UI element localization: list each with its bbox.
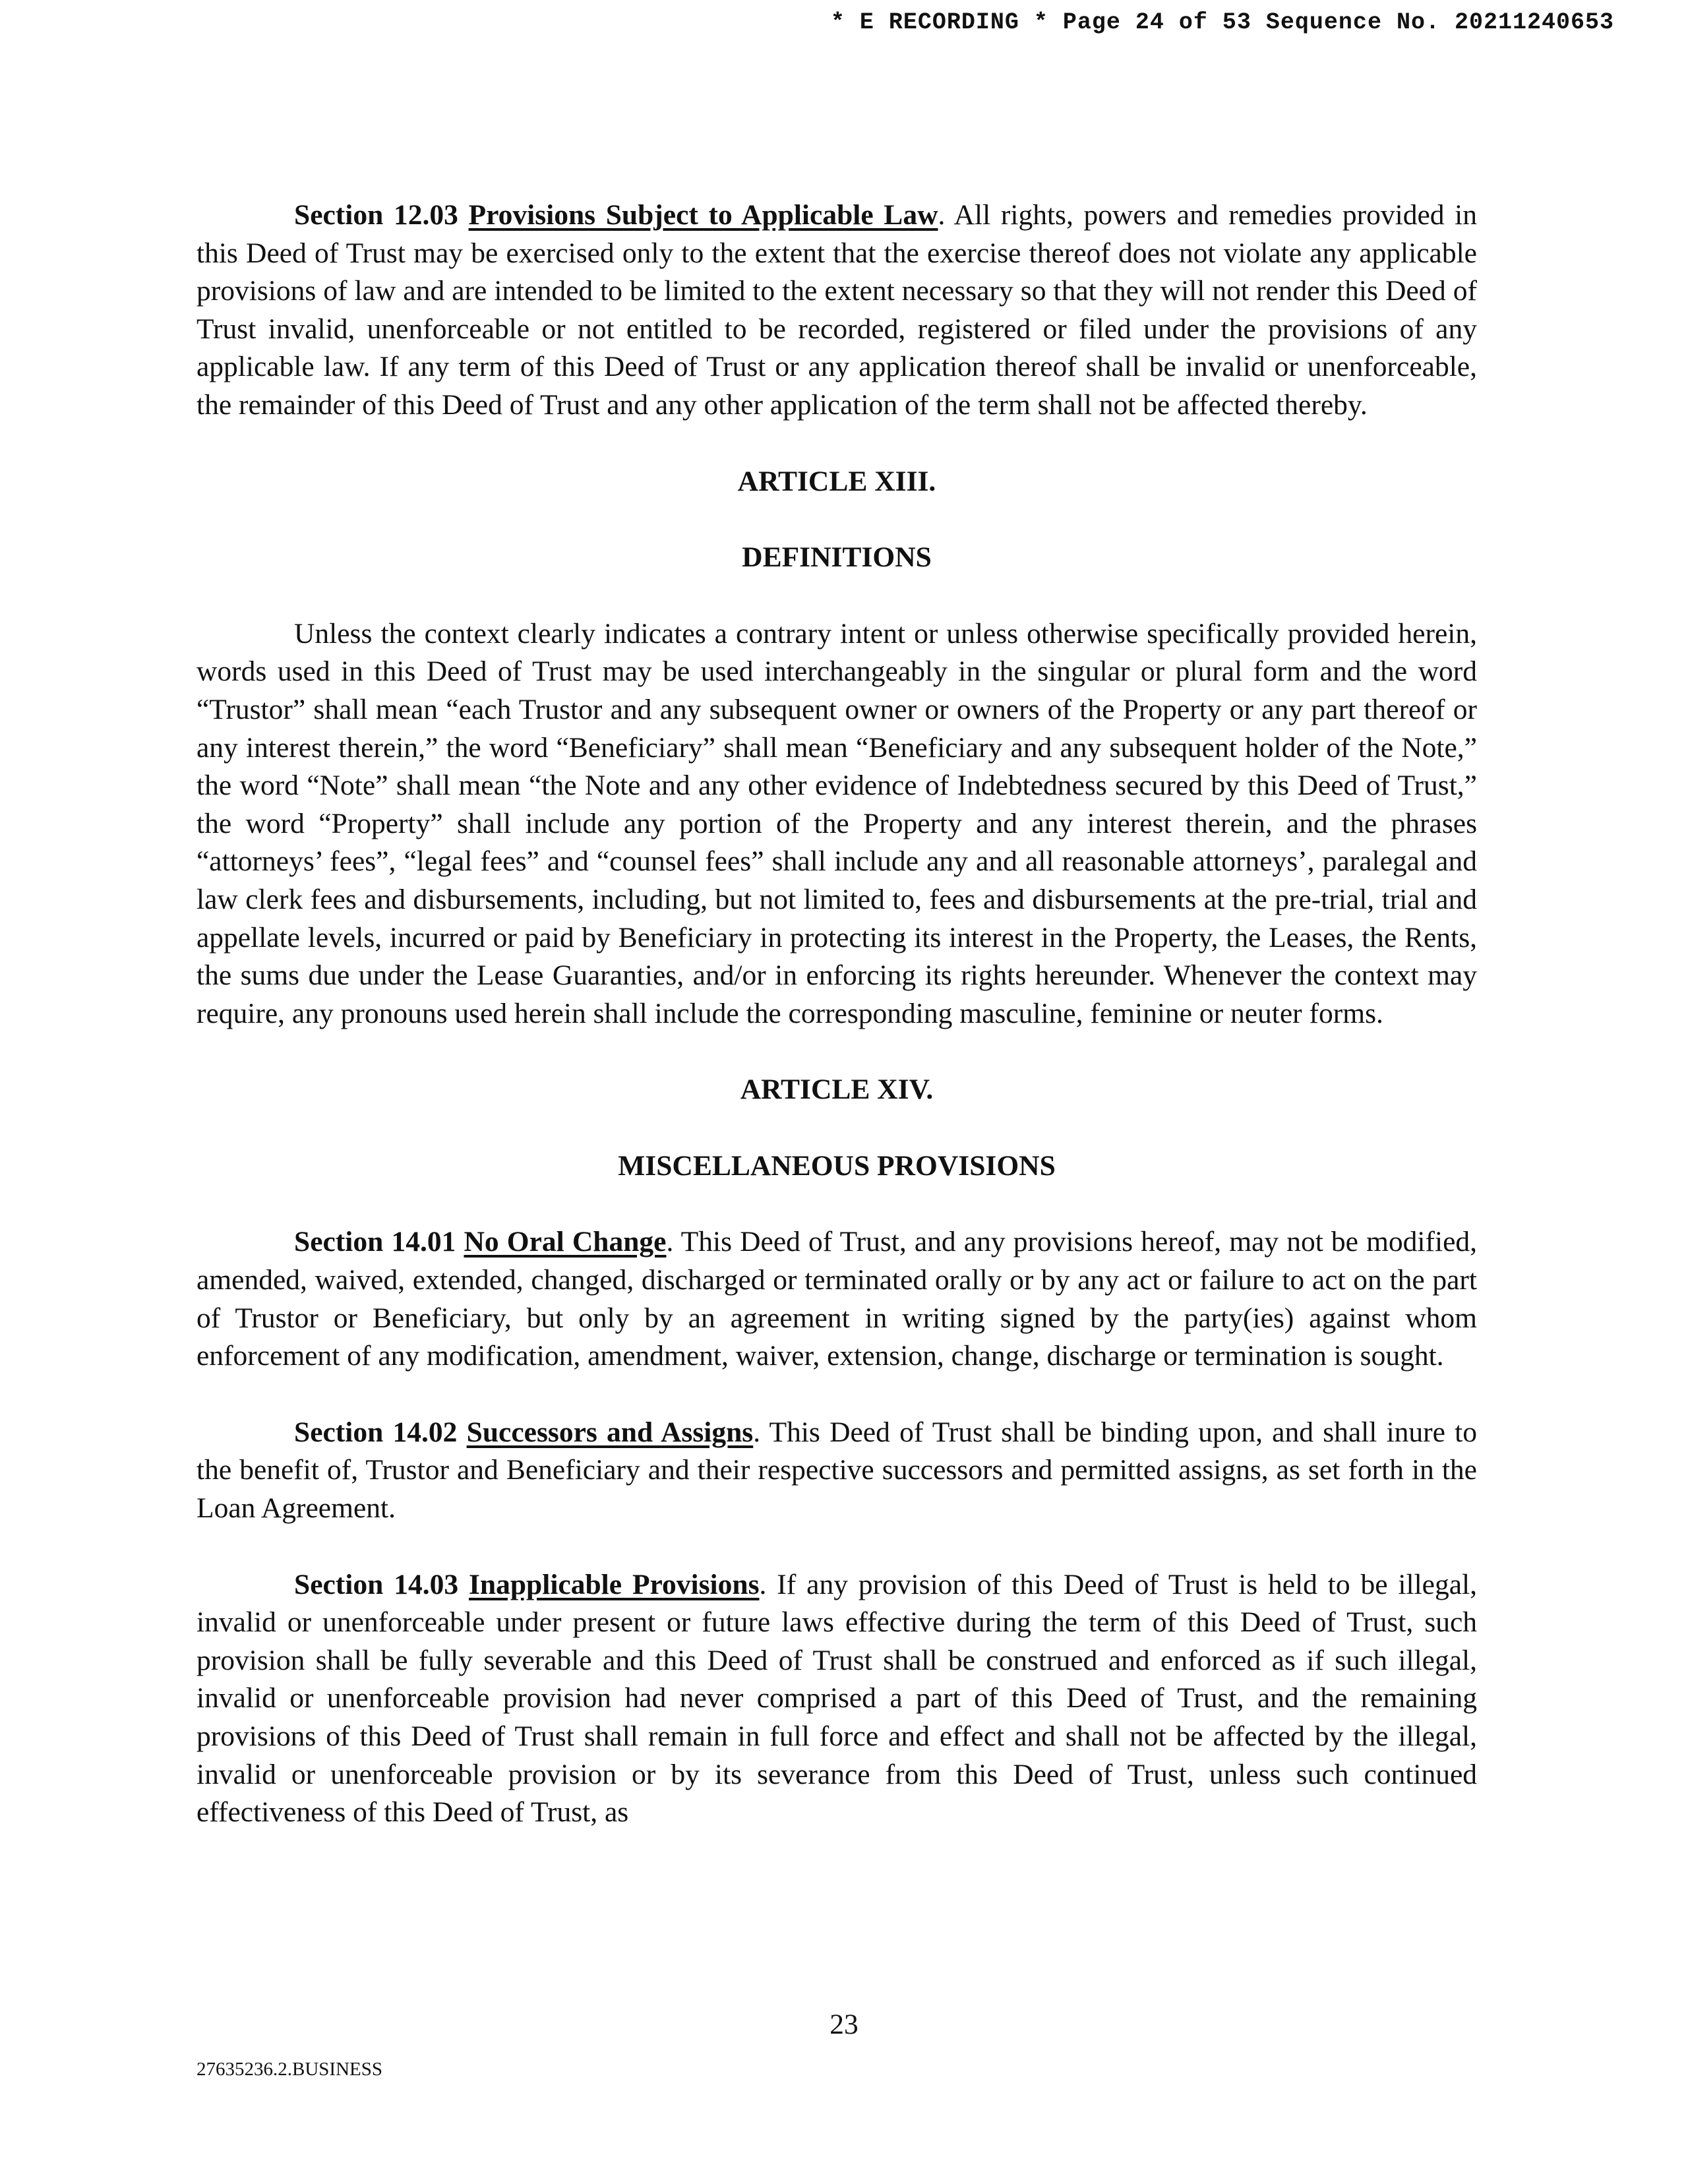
section-14-01 <box>196 1223 1477 1375</box>
section-number: Section 14.02 <box>294 1416 458 1448</box>
page-number: 23 <box>829 2009 859 2040</box>
section-title: Successors and Assigns <box>466 1416 754 1448</box>
article-14-number: ARTICLE XIV. <box>740 1074 934 1106</box>
section-12-03 <box>196 197 1477 425</box>
definitions-paragraph: Unless the context clearly indicates a contrary intent or unless otherwise specifically provided herein, words used in this Deed of Trust may be used interchangeably in the singular or plural form and the word “Trustor” shall mean “each Trustor and any subsequent owner or owners of the Property or any part thereof or any interest therein,” the word “Beneficiary” shall mean “Beneficiary and any subsequent holder of the Note,” the word “Note” shall mean “the Note and any other evidence of Indebtedness secured by this Deed of Trust,” the word “Property” shall include any portion of the Property and any interest therein, and the phrases “attorneys’ fees”, “legal fees” and “counsel fees” shall include any and all reasonable attorneys’, paralegal and law clerk fees and disbursements, including, but not limited to, fees and disbursements at the pre-trial, trial and appellate levels, incurred or paid by Beneficiary in protecting its interest in the Property, the Leases, the Rents, the sums due under the Lease Guaranties, and/or in enforcing its rights hereunder. Whenever the context may require, any pronouns used herein shall include the corresponding masculine, feminine or neuter forms. <box>196 617 1477 1029</box>
section-number: Section 14.01 <box>294 1226 456 1258</box>
document-body <box>196 197 1477 1832</box>
recording-header: * E RECORDING * Page 24 of 53 Sequence No. 20211240653 <box>830 9 1614 36</box>
section-title: Provisions Subject to Applicable Law <box>468 199 938 231</box>
section-text: . This Deed of Trust, and any provisions hereof, may not be modified, amended, waived, extended, changed, discharged or terminated orally or by any act or failure to act on the part of Trustor or Beneficiary, but only by an agreement in writing signed by the party(ies) against whom enforcement of any modification, amendment, waiver, extension, change, discharge or termination is sought. <box>196 1226 1478 1372</box>
section-14-02 <box>196 1414 1477 1528</box>
section-text: . This Deed of Trust shall be binding upon, and shall inure to the benefit of, Trustor and Beneficiary and their respective successors and permitted assigns, as set forth in the Loan Agreement. <box>196 1416 1478 1525</box>
section-number: Section 12.03 <box>294 199 458 231</box>
section-text: . All rights, powers and remedies provided in this Deed of Trust may be exercised only to the extent that the exercise thereof does not violate any applicable provisions of law and are intended to be limited to the extent necessary so that they will not render this Deed of Trust invalid, unenforceable or not entitled to be recorded, registered or filed under the provisions of any applicable law. If any term of this Deed of Trust or any application thereof shall be invalid or unenforceable, the remainder of this Deed of Trust and any other application of the term shall not be affected thereby. <box>196 199 1478 421</box>
section-title: No Oral Change <box>464 1226 667 1258</box>
article-13-number: ARTICLE XIII. <box>737 465 936 497</box>
section-title: Inapplicable Provisions <box>468 1568 760 1600</box>
article-13-title: DEFINITIONS <box>742 541 932 574</box>
section-14-03 <box>196 1566 1477 1832</box>
section-number: Section 14.03 <box>294 1568 459 1600</box>
document-id: 27635236.2.BUSINESS <box>196 2059 382 2080</box>
section-text: . If any provision of this Deed of Trust is held to be illegal, invalid or unenforceable under present or future laws effective during the term of this Deed of Trust, such provision shall be fully severable and this Deed of Trust shall be construed and enforced as if such illegal, invalid or unenforceable provision had never comprised a part of this Deed of Trust, and the remaining provisions of this Deed of Trust shall remain in full force and effect and shall not be affected by the illegal, invalid or unenforceable provision or by its severance from this Deed of Trust, unless such continued effectiveness of this Deed of Trust, as <box>196 1568 1478 1829</box>
article-14-title: MISCELLANEOUS PROVISIONS <box>618 1149 1056 1182</box>
